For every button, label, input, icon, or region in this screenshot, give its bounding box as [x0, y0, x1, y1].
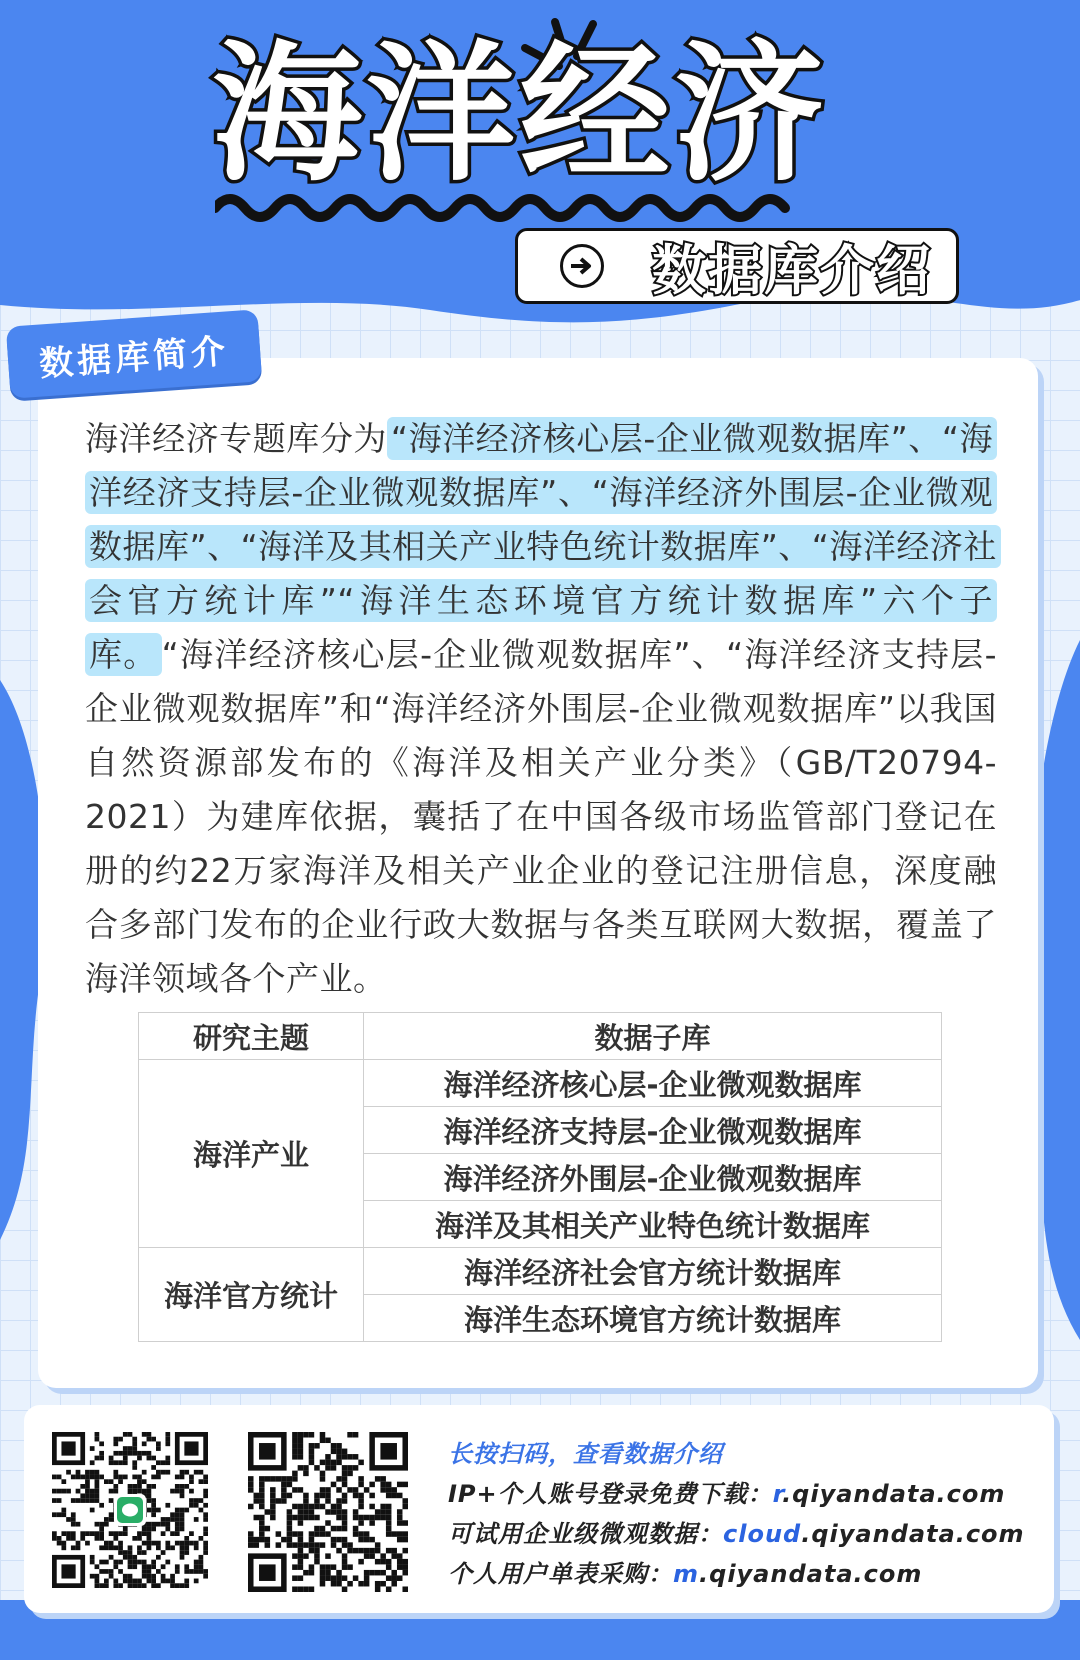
footer-line-2-label: 可试用企业级微观数据：	[448, 1520, 723, 1548]
table-header-subdb: 数据子库	[364, 1013, 942, 1060]
title-container	[0, 28, 1080, 202]
page-title: 海洋经济	[211, 28, 828, 202]
table-row	[139, 1248, 942, 1295]
topic-cell: 海洋官方统计	[139, 1248, 364, 1342]
footer-info	[448, 1434, 1048, 1594]
topic-cell: 海洋产业	[139, 1060, 364, 1248]
footer-line-1-label: IP+个人账号登录免费下载：	[448, 1480, 773, 1508]
footer-line-2	[448, 1514, 1048, 1554]
intro-paragraph	[85, 412, 997, 1006]
footer-line-3-prefix: m	[673, 1560, 700, 1588]
wavy-underline	[215, 188, 815, 228]
intro-prefix: 海洋经济专题库分为	[85, 419, 387, 458]
table-header-topic: 研究主题	[139, 1013, 364, 1060]
subdb-cell: 海洋经济支持层-企业微观数据库	[364, 1107, 942, 1154]
section-tag-label: 数据库简介	[38, 330, 231, 385]
footer-line-3-link[interactable]: .qiyandata.com	[699, 1560, 923, 1588]
subtitle-text: 数据库介绍	[652, 238, 932, 302]
subdatabase-table	[138, 1012, 942, 1342]
footer-line-3-label: 个人用户单表采购：	[448, 1560, 673, 1588]
footer-line-1	[448, 1474, 1048, 1514]
subdb-cell: 海洋生态环境官方统计数据库	[364, 1295, 942, 1342]
footer-line-2-link[interactable]: .qiyandata.com	[801, 1520, 1025, 1548]
table-header-row	[139, 1013, 942, 1060]
table-row	[139, 1060, 942, 1107]
arrow-right-icon	[560, 244, 604, 288]
footer-lead: 长按扫码，查看数据介绍	[448, 1440, 723, 1468]
footer-line-2-prefix: cloud	[723, 1520, 802, 1548]
footer-line-1-prefix: r	[772, 1480, 783, 1508]
subdb-cell: 海洋及其相关产业特色统计数据库	[364, 1201, 942, 1248]
subdb-cell: 海洋经济核心层-企业微观数据库	[364, 1060, 942, 1107]
footer-line-1-link[interactable]: .qiyandata.com	[782, 1480, 1006, 1508]
footer-line-3	[448, 1554, 1048, 1594]
subtitle-banner	[515, 228, 959, 304]
qr-code[interactable]	[248, 1432, 408, 1592]
intro-rest: “海洋经济核心层-企业微观数据库”、“海洋经济支持层-企业微观数据库”和“海洋经济外围层-企业微观数据库”以我国自然资源部发布的《海洋及相关产业分类》（GB/T20794-2021）为建库依据，囊括了在中国各级市场监管部门登记在册的约22万家海洋及相关产业企业的登记注册信息，深度融合多部门发布的企业行政大数据与各类互联网大数据，覆盖了海洋领域各个产业。	[85, 635, 998, 998]
wechat-qr-code[interactable]	[52, 1432, 208, 1588]
intro-highlighted: “海洋经济核心层-企业微观数据库”、“海洋经济支持层-企业微观数据库”、“海洋经济外围层-企业微观数据库”、“海洋及其相关产业特色统计数据库”、“海洋经济社会官方统计库”“海洋生态环境官方统计数据库”六个子库。	[85, 417, 1001, 676]
subdb-cell: 海洋经济社会官方统计数据库	[364, 1248, 942, 1295]
subdb-cell: 海洋经济外围层-企业微观数据库	[364, 1154, 942, 1201]
